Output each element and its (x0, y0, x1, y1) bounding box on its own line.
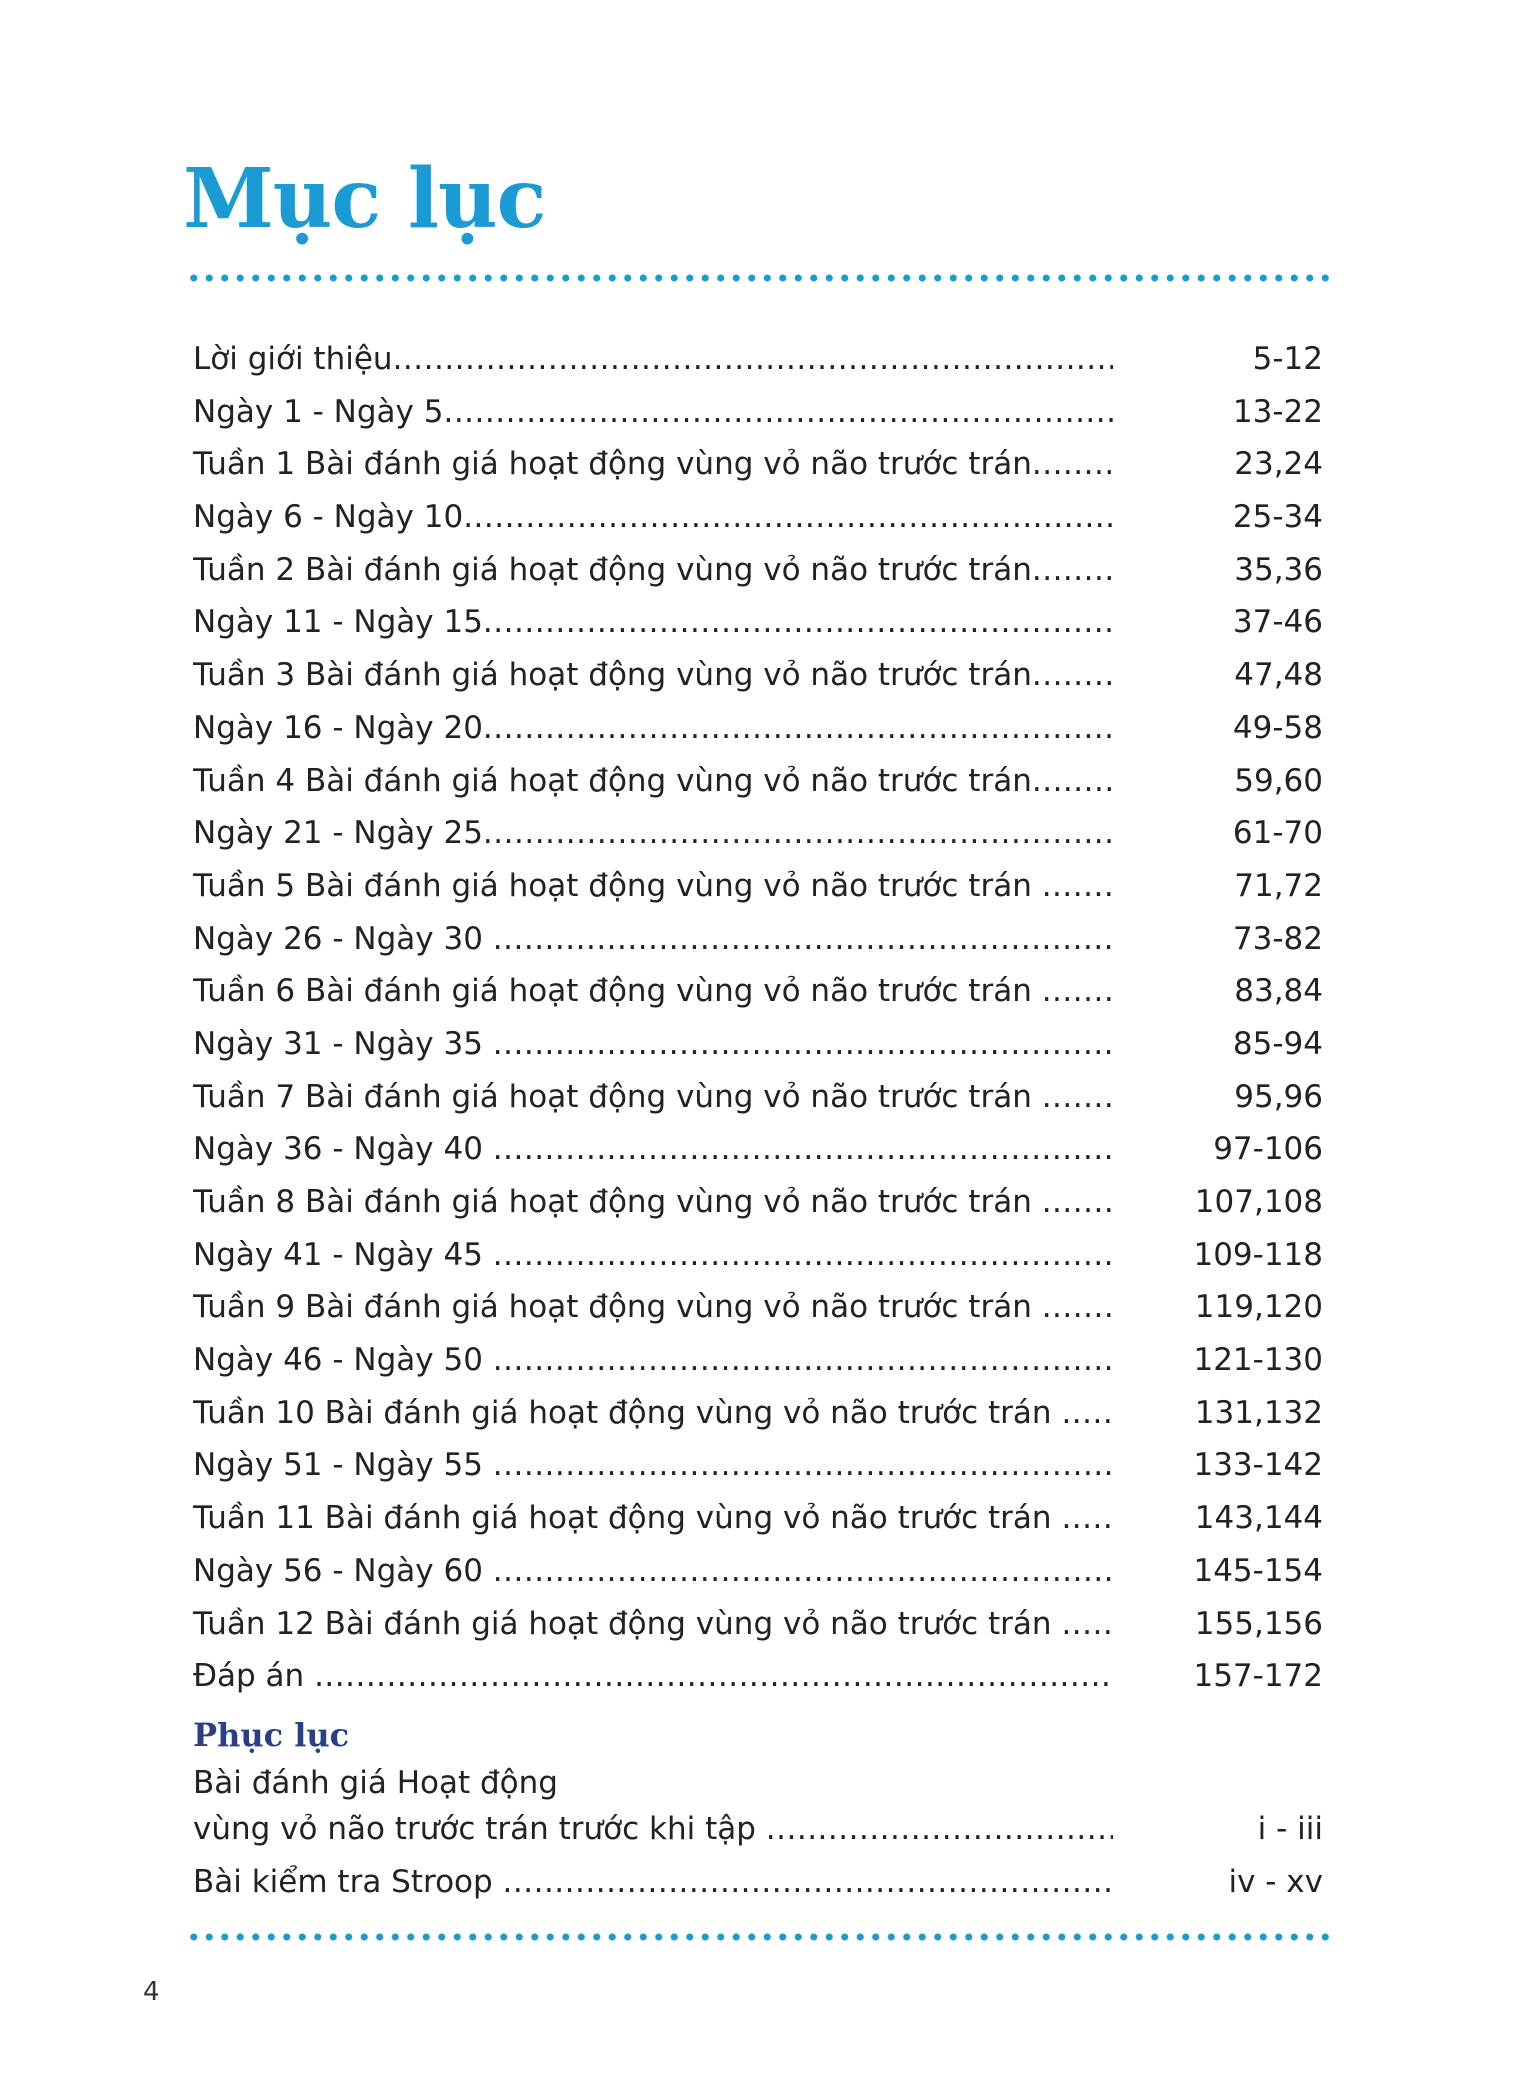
toc-entry[interactable] (193, 438, 1323, 491)
toc-entry[interactable] (193, 1387, 1323, 1440)
toc-entry-label: Ngày 46 - Ngày 50 ..... (193, 1334, 1113, 1387)
toc-entry[interactable] (193, 1492, 1323, 1545)
appendix-heading: Phục lục (193, 1715, 350, 1754)
toc-entry[interactable] (193, 333, 1323, 386)
toc-entry-label: Ngày 31 - Ngày 35 ..... (193, 1018, 1113, 1071)
toc-entry-page: iv - xv (1228, 1863, 1323, 1900)
toc-entry-label: Ngày 16 - Ngày 20 ..... (193, 702, 1113, 755)
toc-entry-label: vùng vỏ não trước trán trước khi tập ..... (193, 1803, 1113, 1856)
toc-entry[interactable] (193, 649, 1323, 702)
toc-entry[interactable] (193, 1439, 1323, 1492)
toc-entry-label: Tuần 1 Bài đánh giá hoạt động vùng vỏ não trước trán ..... (193, 438, 1113, 491)
toc-entry-page: 35,36 (1234, 551, 1323, 588)
page-title: Mục lục (183, 151, 546, 247)
toc-entry-page: i - iii (1257, 1810, 1323, 1847)
toc-entry[interactable] (193, 1598, 1323, 1651)
toc-entry-page: 155,156 (1194, 1605, 1323, 1642)
toc-entry[interactable] (193, 544, 1323, 597)
toc-entry-label: Tuần 2 Bài đánh giá hoạt động vùng vỏ não trước trán ..... (193, 544, 1113, 597)
toc-entry-page: 25-34 (1232, 499, 1323, 536)
toc-entry-page: 109-118 (1193, 1236, 1323, 1273)
toc-entry-page: 61-70 (1232, 815, 1323, 852)
toc-entry[interactable] (193, 1176, 1323, 1229)
toc-entry-label: Ngày 56 - Ngày 60 ..... (193, 1545, 1113, 1598)
toc-entry[interactable] (193, 702, 1323, 755)
toc-entry[interactable] (193, 755, 1323, 808)
toc-entry-label: Tuần 12 Bài đánh giá hoạt động vùng vỏ não trước trán ..... (193, 1598, 1113, 1651)
toc-entry-page: 145-154 (1193, 1552, 1323, 1589)
toc-entry-label: Ngày 26 - Ngày 30 ..... (193, 913, 1113, 966)
toc-entry-page: 49-58 (1232, 709, 1323, 746)
toc-entry-page: 133-142 (1193, 1447, 1323, 1484)
toc-entry-label: Ngày 11 - Ngày 15 ..... (193, 596, 1113, 649)
toc-entry-label: Ngày 51 - Ngày 55 ..... (193, 1439, 1113, 1492)
toc-entry-page: 47,48 (1234, 657, 1323, 694)
toc-entry-label: Tuần 3 Bài đánh giá hoạt động vùng vỏ não trước trán ..... (193, 649, 1113, 702)
toc-entry-page: 157-172 (1193, 1658, 1323, 1695)
toc-entry-page: 71,72 (1234, 867, 1323, 904)
toc-entry-label: Lời giới thiệu ..... (193, 333, 1113, 386)
toc-entry[interactable] (193, 596, 1323, 649)
toc-entry[interactable] (193, 913, 1323, 966)
toc-entry-page: 37-46 (1232, 604, 1323, 641)
toc-entry-label: Tuần 4 Bài đánh giá hoạt động vùng vỏ não trước trán ..... (193, 755, 1113, 808)
toc-entry[interactable] (193, 1018, 1323, 1071)
toc-entry-label: Tuần 7 Bài đánh giá hoạt động vùng vỏ não trước trán ..... (193, 1071, 1113, 1124)
toc-entry[interactable] (193, 807, 1323, 860)
toc-entry[interactable] (193, 1650, 1323, 1703)
toc-entry[interactable] (193, 491, 1323, 544)
toc-entry-label: Tuần 5 Bài đánh giá hoạt động vùng vỏ não trước trán ..... (193, 860, 1113, 913)
toc-entry[interactable] (193, 386, 1323, 439)
toc-entries (193, 333, 1323, 1703)
toc-entry-label: Tuần 8 Bài đánh giá hoạt động vùng vỏ não trước trán ..... (193, 1176, 1113, 1229)
appendix-entry-line1[interactable] (193, 1759, 1323, 1803)
toc-entry-page: 97-106 (1213, 1131, 1323, 1168)
toc-entry-label: Tuần 6 Bài đánh giá hoạt động vùng vỏ não trước trán ..... (193, 965, 1113, 1018)
toc-entry[interactable] (193, 1071, 1323, 1124)
top-dotted-divider (186, 274, 1332, 282)
toc-entry[interactable] (193, 1123, 1323, 1176)
toc-entry-page: 143,144 (1194, 1500, 1323, 1537)
toc-entry[interactable] (193, 1334, 1323, 1387)
bottom-dotted-divider (186, 1933, 1332, 1941)
appendix-entry-1[interactable] (193, 1803, 1323, 1856)
toc-entry-page: 5-12 (1252, 341, 1323, 377)
toc-entry-label: Ngày 36 - Ngày 40 ..... (193, 1123, 1113, 1176)
toc-entry-page: 131,132 (1194, 1394, 1323, 1431)
toc-entry-label: Tuần 9 Bài đánh giá hoạt động vùng vỏ não trước trán ..... (193, 1281, 1113, 1334)
toc-entry-label: Tuần 10 Bài đánh giá hoạt động vùng vỏ não trước trán ..... (193, 1387, 1113, 1440)
appendix-entry-2[interactable] (193, 1856, 1323, 1912)
toc-entry[interactable] (193, 1229, 1323, 1282)
toc-entry-page: 73-82 (1232, 920, 1323, 957)
toc-entry-label: Ngày 41 - Ngày 45 ..... (193, 1229, 1113, 1282)
toc-entry-label: Đáp án ..... (193, 1650, 1113, 1703)
toc-entry-label: Tuần 11 Bài đánh giá hoạt động vùng vỏ não trước trán ..... (193, 1492, 1113, 1545)
toc-entry-label: Ngày 6 - Ngày 10 ..... (193, 491, 1113, 544)
toc-entry-label: Ngày 21 - Ngày 25 ..... (193, 807, 1113, 860)
toc-entry-page: 107,108 (1194, 1184, 1323, 1220)
toc-entry[interactable] (193, 860, 1323, 913)
toc-entry-page: 95,96 (1234, 1078, 1323, 1115)
toc-entry-page: 85-94 (1232, 1025, 1323, 1062)
toc-entry-page: 119,120 (1194, 1289, 1323, 1326)
toc-entry-page: 13-22 (1232, 393, 1323, 430)
toc-entry-page: 59,60 (1234, 762, 1323, 799)
toc-entry[interactable] (193, 1281, 1323, 1334)
toc-entry-page: 121-130 (1193, 1342, 1323, 1379)
page-number: 4 (143, 1977, 160, 2007)
toc-entry-label: Ngày 1 - Ngày 5 ..... (193, 386, 1113, 439)
toc-entry-page: 83,84 (1234, 973, 1323, 1010)
toc-entry-page: 23,24 (1234, 446, 1323, 483)
table-of-contents (193, 333, 1323, 1912)
toc-entry[interactable] (193, 965, 1323, 1018)
toc-entry-label: Bài đánh giá Hoạt động (193, 1764, 558, 1801)
toc-entry[interactable] (193, 1545, 1323, 1598)
toc-entry-label: Bài kiểm tra Stroop ..... (193, 1856, 1113, 1909)
